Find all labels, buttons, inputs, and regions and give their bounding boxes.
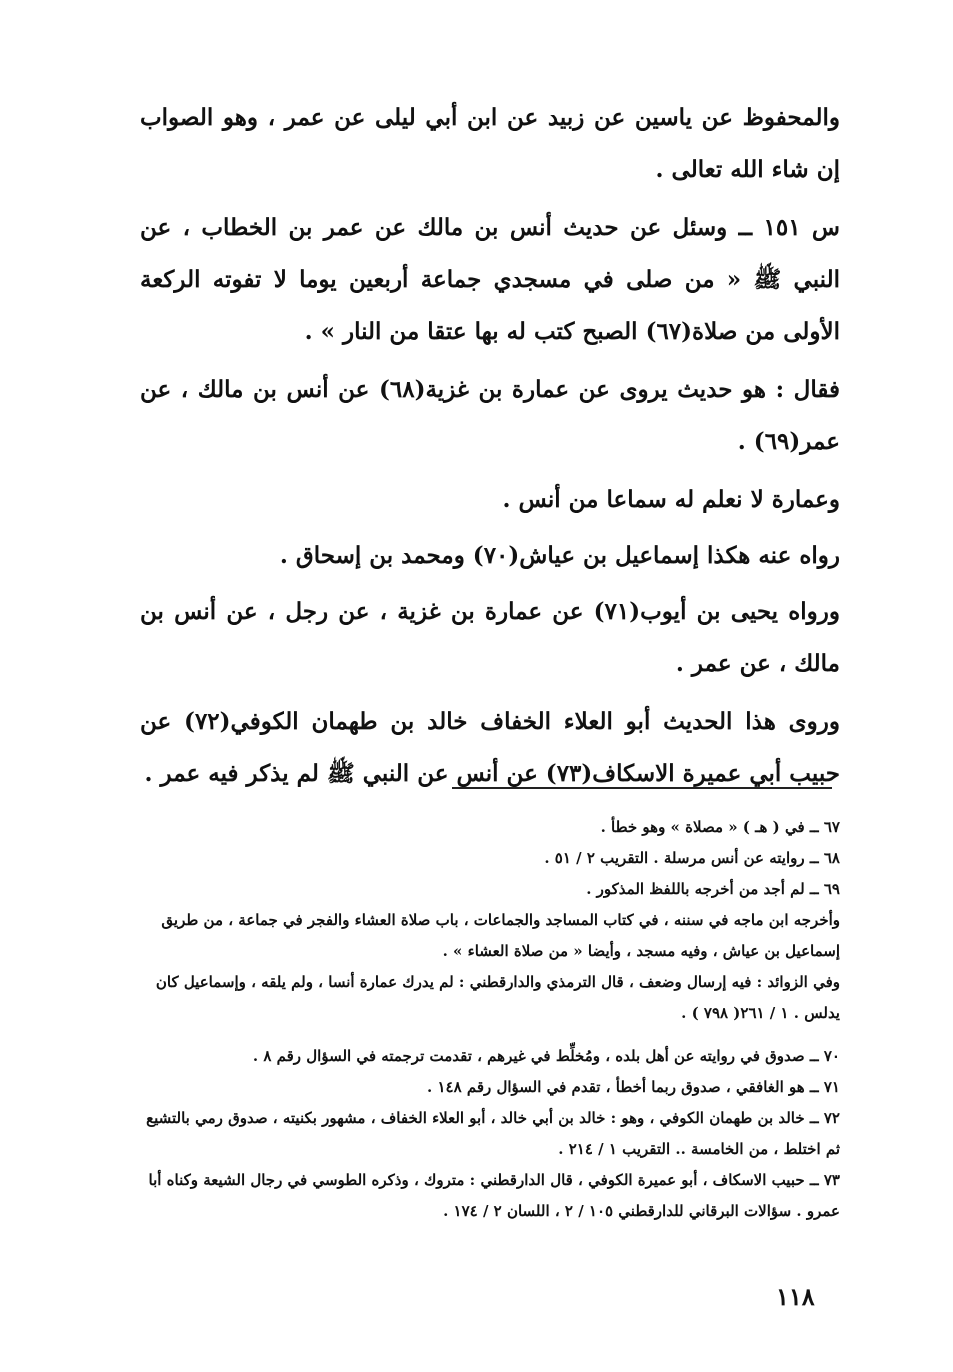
paragraph-7: وروى هذا الحديث أبو العلاء الخفاف خالد بن طهمان الكوفي(٧٢) عن حبيب أبي عميرة الاسكاف(٧٣) عن أنس عن النبي ﷺ لم يذكر فيه عمر . (140, 708, 840, 787)
footnotes (140, 812, 840, 1227)
paragraph-1: والمحفوظ عن ياسين عن زبيد عن ابن أبي ليلى عن عمر ، وهو الصواب إن شاء الله تعالى . (140, 104, 840, 183)
footnote-69-ibn-majah: وأخرجه ابن ماجه في سننه ، في كتاب المساجد والجماعات ، باب صلاة العشاء والفجر في جماعة ، من طريق إسماعيل بن عياش ، وفيه مسجد ، وأيضا « من صلاة العشاء » . (161, 911, 840, 960)
footnote-separator (452, 787, 832, 789)
footnote-70: ٧٠ ــ صدوق في روايته عن أهل بلده ، ومُخلِّط في غيرهم ، تقدمت ترجمته في السؤال رقم ٨ . (252, 1047, 840, 1065)
main-text (140, 92, 840, 804)
paragraph-5: رواه عنه هكذا إسماعيل بن عياش(٧٠) ومحمد بن إسحاق . (279, 542, 840, 569)
footnote-73: ٧٣ ــ حبيب الاسكاف ، أبو عميرة الكوفي ، قال الدارقطني : متروك ، وذكره الطوسي في رجال الشيعة وكناه أبا عمرو . سؤالات البرقاني للدارقطني ١٠٥ / ٢ ، اللسان ٢ / ١٧٤ . (148, 1171, 840, 1220)
footnote-71: ٧١ ــ هو الغافقي ، صدوق ربما أخطأ ، تقدم في السؤال رقم ١٤٨ . (427, 1078, 840, 1096)
footnote-67: ٦٧ ــ في ( هـ ) « مصلاة » وهو خطأ . (600, 818, 840, 836)
answer-paragraph: فقال : هو حديث يروى عن عمارة بن غزية(٦٨) عن أنس بن مالك ، عن عمر(٦٩) . (140, 376, 841, 455)
page-number: ١١٨ (776, 1282, 815, 1311)
footnote-68: ٦٨ ــ روايته عن أنس مرسلة . التقريب ٢ / ٥١ . (544, 849, 840, 867)
footnote-69-zawaid: وفي الزوائد : فيه إرسال وضعف ، قال الترمذي والدارقطني : لم يدرك عمارة أنسا ، ولم يلقه ، وإسماعيل كان يدلس . ١ / ٢٦١( ٧٩٨ ) . (155, 973, 840, 1022)
footnote-72: ٧٢ ــ خالد بن طهمان الكوفي ، وهو : خالد بن أبي خالد ، أبو العلاء الخفاف ، مشهور بكنيته ، صدوق رمي بالتشيع ثم اختلط ، من الخامسة .. التقريب ١ / ٢١٤ . (146, 1109, 840, 1158)
footnote-69: ٦٩ ــ لم أجد من أخرجه باللفظ المذكور . (586, 880, 840, 898)
question-151-paragraph: س ١٥١ ــ وسئل عن حديث أنس بن مالك عن عمر بن الخطاب ، عن النبي ﷺ « من صلى في مسجدي جماعة أربعين يوما لا تفوته الركعة الأولى من صلاة(٦٧) الصبح كتب له بها عتقا من النار » . (140, 214, 840, 345)
paragraph-4: وعمارة لا نعلم له سماعا من أنس . (502, 486, 840, 513)
paragraph-6: ورواه يحيى بن أيوب(٧١) عن عمارة بن غزية ، عن رجل ، عن أنس بن مالك ، عن عمر . (140, 598, 840, 677)
